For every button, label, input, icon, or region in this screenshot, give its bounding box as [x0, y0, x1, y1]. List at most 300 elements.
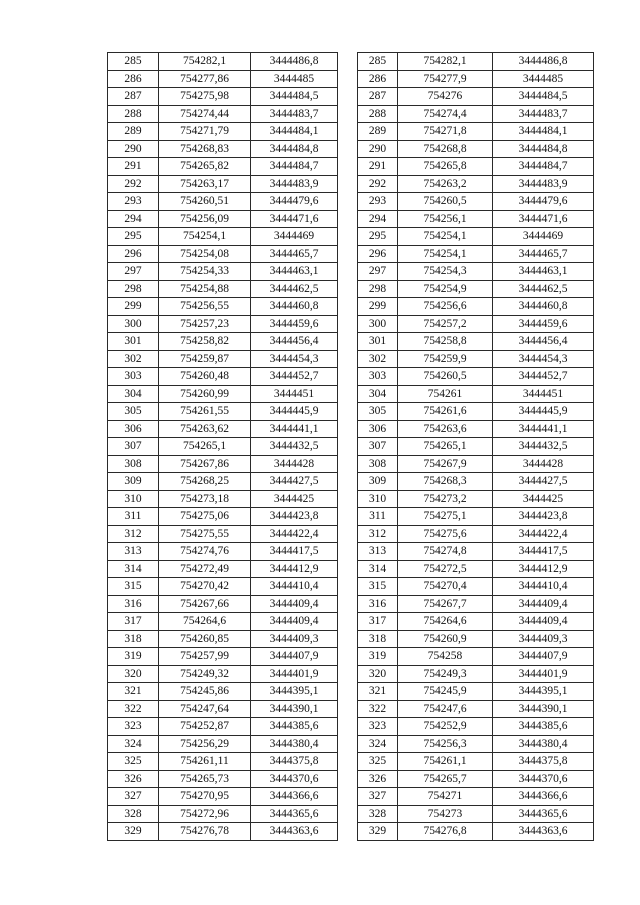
point-number-cell: 304 [108, 385, 159, 403]
y-coordinate-cell: 3444485 [493, 70, 594, 88]
point-number-cell: 310 [358, 490, 398, 508]
table-row [358, 525, 594, 543]
table-row [108, 350, 338, 368]
table-row [108, 403, 338, 421]
y-coordinate-cell: 3444427,5 [493, 473, 594, 491]
y-coordinate-cell: 3444423,8 [493, 508, 594, 526]
table-row [108, 315, 338, 333]
x-coordinate-cell: 754256,55 [159, 298, 251, 316]
x-coordinate-cell: 754261 [398, 385, 493, 403]
table-row [358, 473, 594, 491]
point-number-cell: 315 [358, 578, 398, 596]
x-coordinate-cell: 754249,3 [398, 665, 493, 683]
table-row [358, 105, 594, 123]
table-row [358, 648, 594, 666]
table-row [108, 543, 338, 561]
table-row [108, 700, 338, 718]
x-coordinate-cell: 754260,5 [398, 368, 493, 386]
table-row [108, 735, 338, 753]
point-number-cell: 300 [358, 315, 398, 333]
point-number-cell: 294 [358, 210, 398, 228]
table-row [358, 193, 594, 211]
point-number-cell: 311 [108, 508, 159, 526]
table-row [108, 88, 338, 106]
y-coordinate-cell: 3444409,3 [493, 630, 594, 648]
x-coordinate-cell: 754265,73 [159, 770, 251, 788]
y-coordinate-cell: 3444366,6 [251, 788, 338, 806]
point-number-cell: 326 [358, 770, 398, 788]
table-row [108, 193, 338, 211]
point-number-cell: 318 [358, 630, 398, 648]
table-row [108, 788, 338, 806]
table-row [108, 683, 338, 701]
point-number-cell: 292 [108, 175, 159, 193]
point-number-cell: 292 [358, 175, 398, 193]
point-number-cell: 288 [358, 105, 398, 123]
y-coordinate-cell: 3444366,6 [493, 788, 594, 806]
table-row [358, 280, 594, 298]
point-number-cell: 308 [358, 455, 398, 473]
y-coordinate-cell: 3444452,7 [251, 368, 338, 386]
x-coordinate-cell: 754263,62 [159, 420, 251, 438]
table-row [108, 630, 338, 648]
table-row [358, 158, 594, 176]
table-row [358, 315, 594, 333]
table-row [358, 595, 594, 613]
y-coordinate-cell: 3444460,8 [251, 298, 338, 316]
x-coordinate-cell: 754270,42 [159, 578, 251, 596]
point-number-cell: 308 [108, 455, 159, 473]
point-number-cell: 329 [358, 823, 398, 841]
table-row [358, 508, 594, 526]
x-coordinate-cell: 754245,86 [159, 683, 251, 701]
y-coordinate-cell: 3444483,9 [251, 175, 338, 193]
point-number-cell: 286 [358, 70, 398, 88]
x-coordinate-cell: 754254,1 [398, 245, 493, 263]
point-number-cell: 299 [108, 298, 159, 316]
point-number-cell: 289 [358, 123, 398, 141]
point-number-cell: 290 [358, 140, 398, 158]
x-coordinate-cell: 754260,51 [159, 193, 251, 211]
x-coordinate-cell: 754273,18 [159, 490, 251, 508]
table-row [108, 595, 338, 613]
y-coordinate-cell: 3444412,9 [251, 560, 338, 578]
y-coordinate-cell: 3444485 [251, 70, 338, 88]
y-coordinate-cell: 3444479,6 [251, 193, 338, 211]
x-coordinate-cell: 754274,44 [159, 105, 251, 123]
point-number-cell: 314 [108, 560, 159, 578]
x-coordinate-cell: 754276,78 [159, 823, 251, 841]
point-number-cell: 317 [108, 613, 159, 631]
point-number-cell: 289 [108, 123, 159, 141]
point-number-cell: 297 [358, 263, 398, 281]
y-coordinate-cell: 3444484,8 [251, 140, 338, 158]
point-number-cell: 316 [108, 595, 159, 613]
table-row [358, 735, 594, 753]
point-number-cell: 327 [108, 788, 159, 806]
point-number-cell: 299 [358, 298, 398, 316]
y-coordinate-cell: 3444483,7 [493, 105, 594, 123]
x-coordinate-cell: 754258,8 [398, 333, 493, 351]
point-number-cell: 302 [358, 350, 398, 368]
table-row [108, 175, 338, 193]
x-coordinate-cell: 754252,87 [159, 718, 251, 736]
point-number-cell: 329 [108, 823, 159, 841]
x-coordinate-cell: 754247,6 [398, 700, 493, 718]
y-coordinate-cell: 3444370,6 [493, 770, 594, 788]
table-row [358, 298, 594, 316]
x-coordinate-cell: 754254,08 [159, 245, 251, 263]
point-number-cell: 301 [108, 333, 159, 351]
y-coordinate-cell: 3444484,1 [493, 123, 594, 141]
y-coordinate-cell: 3444451 [251, 385, 338, 403]
y-coordinate-cell: 3444479,6 [493, 193, 594, 211]
y-coordinate-cell: 3444456,4 [493, 333, 594, 351]
x-coordinate-cell: 754282,1 [159, 53, 251, 71]
x-coordinate-cell: 754261,11 [159, 753, 251, 771]
table-row [358, 788, 594, 806]
table-row [358, 770, 594, 788]
y-coordinate-cell: 3444484,7 [493, 158, 594, 176]
x-coordinate-cell: 754275,1 [398, 508, 493, 526]
x-coordinate-cell: 754274,8 [398, 543, 493, 561]
table-row [358, 753, 594, 771]
y-coordinate-cell: 3444375,8 [251, 753, 338, 771]
x-coordinate-cell: 754264,6 [159, 613, 251, 631]
x-coordinate-cell: 754273,2 [398, 490, 493, 508]
y-coordinate-cell: 3444432,5 [493, 438, 594, 456]
point-number-cell: 301 [358, 333, 398, 351]
table-row [358, 578, 594, 596]
table-row [108, 525, 338, 543]
point-number-cell: 285 [358, 53, 398, 71]
point-number-cell: 319 [358, 648, 398, 666]
table-row [358, 560, 594, 578]
point-number-cell: 296 [358, 245, 398, 263]
y-coordinate-cell: 3444469 [493, 228, 594, 246]
y-coordinate-cell: 3444401,9 [493, 665, 594, 683]
y-coordinate-cell: 3444410,4 [251, 578, 338, 596]
point-number-cell: 321 [358, 683, 398, 701]
point-number-cell: 307 [358, 438, 398, 456]
table-row [358, 683, 594, 701]
point-number-cell: 306 [358, 420, 398, 438]
table-row [358, 140, 594, 158]
table-row [358, 385, 594, 403]
table-row [108, 753, 338, 771]
point-number-cell: 287 [358, 88, 398, 106]
table-row [358, 543, 594, 561]
table-row [358, 263, 594, 281]
table-row [108, 438, 338, 456]
table-row [108, 455, 338, 473]
point-number-cell: 291 [358, 158, 398, 176]
table-row [108, 648, 338, 666]
point-number-cell: 322 [108, 700, 159, 718]
x-coordinate-cell: 754245,9 [398, 683, 493, 701]
y-coordinate-cell: 3444409,4 [251, 613, 338, 631]
table-row [108, 333, 338, 351]
x-coordinate-cell: 754254,1 [398, 228, 493, 246]
table-row [358, 665, 594, 683]
point-number-cell: 323 [358, 718, 398, 736]
x-coordinate-cell: 754275,55 [159, 525, 251, 543]
table-row [358, 53, 594, 71]
y-coordinate-cell: 3444486,8 [251, 53, 338, 71]
coordinates-table-right [357, 52, 594, 841]
table-row [358, 403, 594, 421]
x-coordinate-cell: 754275,06 [159, 508, 251, 526]
x-coordinate-cell: 754260,48 [159, 368, 251, 386]
point-number-cell: 328 [108, 805, 159, 823]
y-coordinate-cell: 3444459,6 [493, 315, 594, 333]
x-coordinate-cell: 754263,2 [398, 175, 493, 193]
table-row [108, 718, 338, 736]
y-coordinate-cell: 3444486,8 [493, 53, 594, 71]
table-row [358, 88, 594, 106]
y-coordinate-cell: 3444484,8 [493, 140, 594, 158]
table-row [358, 175, 594, 193]
x-coordinate-cell: 754263,17 [159, 175, 251, 193]
y-coordinate-cell: 3444445,9 [251, 403, 338, 421]
point-number-cell: 290 [108, 140, 159, 158]
x-coordinate-cell: 754271,79 [159, 123, 251, 141]
table-row [108, 578, 338, 596]
point-number-cell: 309 [358, 473, 398, 491]
y-coordinate-cell: 3444409,4 [493, 595, 594, 613]
x-coordinate-cell: 754282,1 [398, 53, 493, 71]
y-coordinate-cell: 3444462,5 [251, 280, 338, 298]
y-coordinate-cell: 3444471,6 [493, 210, 594, 228]
x-coordinate-cell: 754275,98 [159, 88, 251, 106]
x-coordinate-cell: 754268,3 [398, 473, 493, 491]
x-coordinate-cell: 754261,1 [398, 753, 493, 771]
x-coordinate-cell: 754267,7 [398, 595, 493, 613]
point-number-cell: 303 [108, 368, 159, 386]
point-number-cell: 298 [108, 280, 159, 298]
y-coordinate-cell: 3444445,9 [493, 403, 594, 421]
x-coordinate-cell: 754267,86 [159, 455, 251, 473]
x-coordinate-cell: 754260,9 [398, 630, 493, 648]
table-row [358, 455, 594, 473]
y-coordinate-cell: 3444395,1 [251, 683, 338, 701]
point-number-cell: 320 [358, 665, 398, 683]
point-number-cell: 287 [108, 88, 159, 106]
x-coordinate-cell: 754263,6 [398, 420, 493, 438]
x-coordinate-cell: 754265,1 [159, 438, 251, 456]
y-coordinate-cell: 3444375,8 [493, 753, 594, 771]
x-coordinate-cell: 754268,83 [159, 140, 251, 158]
table-row [108, 473, 338, 491]
y-coordinate-cell: 3444427,5 [251, 473, 338, 491]
x-coordinate-cell: 754256,29 [159, 735, 251, 753]
x-coordinate-cell: 754268,8 [398, 140, 493, 158]
table-row [358, 438, 594, 456]
table-row [358, 700, 594, 718]
x-coordinate-cell: 754247,64 [159, 700, 251, 718]
y-coordinate-cell: 3444417,5 [251, 543, 338, 561]
point-number-cell: 313 [358, 543, 398, 561]
y-coordinate-cell: 3444380,4 [251, 735, 338, 753]
y-coordinate-cell: 3444407,9 [493, 648, 594, 666]
x-coordinate-cell: 754270,95 [159, 788, 251, 806]
x-coordinate-cell: 754265,82 [159, 158, 251, 176]
x-coordinate-cell: 754249,32 [159, 665, 251, 683]
table-row [108, 228, 338, 246]
y-coordinate-cell: 3444422,4 [251, 525, 338, 543]
table-row [108, 490, 338, 508]
x-coordinate-cell: 754272,96 [159, 805, 251, 823]
table-row [358, 333, 594, 351]
table-row [108, 123, 338, 141]
y-coordinate-cell: 3444422,4 [493, 525, 594, 543]
y-coordinate-cell: 3444469 [251, 228, 338, 246]
x-coordinate-cell: 754257,2 [398, 315, 493, 333]
y-coordinate-cell: 3444463,1 [251, 263, 338, 281]
point-number-cell: 309 [108, 473, 159, 491]
y-coordinate-cell: 3444428 [251, 455, 338, 473]
y-coordinate-cell: 3444459,6 [251, 315, 338, 333]
point-number-cell: 314 [358, 560, 398, 578]
point-number-cell: 295 [358, 228, 398, 246]
table-row [108, 245, 338, 263]
y-coordinate-cell: 3444483,7 [251, 105, 338, 123]
point-number-cell: 293 [358, 193, 398, 211]
table-row [358, 245, 594, 263]
y-coordinate-cell: 3444409,4 [493, 613, 594, 631]
point-number-cell: 323 [108, 718, 159, 736]
point-number-cell: 296 [108, 245, 159, 263]
point-number-cell: 325 [108, 753, 159, 771]
table-row [358, 420, 594, 438]
y-coordinate-cell: 3444484,5 [493, 88, 594, 106]
y-coordinate-cell: 3444365,6 [493, 805, 594, 823]
table-row [108, 823, 338, 841]
y-coordinate-cell: 3444401,9 [251, 665, 338, 683]
x-coordinate-cell: 754257,23 [159, 315, 251, 333]
point-number-cell: 317 [358, 613, 398, 631]
y-coordinate-cell: 3444463,1 [493, 263, 594, 281]
x-coordinate-cell: 754256,3 [398, 735, 493, 753]
table-row [108, 158, 338, 176]
point-number-cell: 286 [108, 70, 159, 88]
y-coordinate-cell: 3444412,9 [493, 560, 594, 578]
x-coordinate-cell: 754274,4 [398, 105, 493, 123]
x-coordinate-cell: 754264,6 [398, 613, 493, 631]
x-coordinate-cell: 754254,33 [159, 263, 251, 281]
x-coordinate-cell: 754265,8 [398, 158, 493, 176]
x-coordinate-cell: 754259,87 [159, 350, 251, 368]
point-number-cell: 294 [108, 210, 159, 228]
coordinates-table-left [107, 52, 338, 841]
table-row [358, 613, 594, 631]
x-coordinate-cell: 754259,9 [398, 350, 493, 368]
y-coordinate-cell: 3444363,6 [251, 823, 338, 841]
table-row [358, 490, 594, 508]
y-coordinate-cell: 3444417,5 [493, 543, 594, 561]
table-row [108, 805, 338, 823]
table-row [108, 665, 338, 683]
x-coordinate-cell: 754276 [398, 88, 493, 106]
y-coordinate-cell: 3444409,3 [251, 630, 338, 648]
point-number-cell: 310 [108, 490, 159, 508]
table-row [358, 630, 594, 648]
x-coordinate-cell: 754258,82 [159, 333, 251, 351]
x-coordinate-cell: 754271 [398, 788, 493, 806]
point-number-cell: 313 [108, 543, 159, 561]
y-coordinate-cell: 3444441,1 [251, 420, 338, 438]
table-row [108, 263, 338, 281]
point-number-cell: 312 [358, 525, 398, 543]
table-row [108, 508, 338, 526]
point-number-cell: 326 [108, 770, 159, 788]
y-coordinate-cell: 3444363,6 [493, 823, 594, 841]
x-coordinate-cell: 754260,85 [159, 630, 251, 648]
point-number-cell: 291 [108, 158, 159, 176]
x-coordinate-cell: 754265,1 [398, 438, 493, 456]
y-coordinate-cell: 3444385,6 [493, 718, 594, 736]
point-number-cell: 285 [108, 53, 159, 71]
y-coordinate-cell: 3444452,7 [493, 368, 594, 386]
y-coordinate-cell: 3444423,8 [251, 508, 338, 526]
y-coordinate-cell: 3444390,1 [493, 700, 594, 718]
y-coordinate-cell: 3444432,5 [251, 438, 338, 456]
point-number-cell: 307 [108, 438, 159, 456]
x-coordinate-cell: 754261,6 [398, 403, 493, 421]
x-coordinate-cell: 754260,99 [159, 385, 251, 403]
x-coordinate-cell: 754254,3 [398, 263, 493, 281]
x-coordinate-cell: 754261,55 [159, 403, 251, 421]
y-coordinate-cell: 3444370,6 [251, 770, 338, 788]
x-coordinate-cell: 754267,9 [398, 455, 493, 473]
y-coordinate-cell: 3444385,6 [251, 718, 338, 736]
table-row [108, 385, 338, 403]
point-number-cell: 322 [358, 700, 398, 718]
table-row [108, 210, 338, 228]
x-coordinate-cell: 754260,5 [398, 193, 493, 211]
point-number-cell: 319 [108, 648, 159, 666]
point-number-cell: 303 [358, 368, 398, 386]
point-number-cell: 311 [358, 508, 398, 526]
x-coordinate-cell: 754258 [398, 648, 493, 666]
y-coordinate-cell: 3444465,7 [493, 245, 594, 263]
table-row [108, 420, 338, 438]
table-row [358, 718, 594, 736]
x-coordinate-cell: 754254,9 [398, 280, 493, 298]
x-coordinate-cell: 754272,49 [159, 560, 251, 578]
y-coordinate-cell: 3444462,5 [493, 280, 594, 298]
table-row [358, 368, 594, 386]
point-number-cell: 327 [358, 788, 398, 806]
point-number-cell: 288 [108, 105, 159, 123]
point-number-cell: 320 [108, 665, 159, 683]
x-coordinate-cell: 754275,6 [398, 525, 493, 543]
table-row [108, 140, 338, 158]
x-coordinate-cell: 754273 [398, 805, 493, 823]
table-row [108, 105, 338, 123]
x-coordinate-cell: 754265,7 [398, 770, 493, 788]
y-coordinate-cell: 3444460,8 [493, 298, 594, 316]
table-row [358, 210, 594, 228]
table-row [358, 70, 594, 88]
x-coordinate-cell: 754252,9 [398, 718, 493, 736]
y-coordinate-cell: 3444441,1 [493, 420, 594, 438]
table-row [358, 350, 594, 368]
y-coordinate-cell: 3444409,4 [251, 595, 338, 613]
point-number-cell: 324 [358, 735, 398, 753]
x-coordinate-cell: 754277,86 [159, 70, 251, 88]
point-number-cell: 312 [108, 525, 159, 543]
